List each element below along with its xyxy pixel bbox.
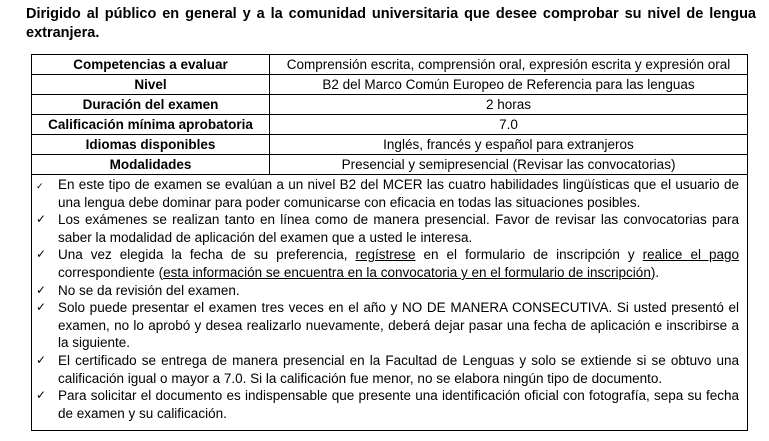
table-row <box>32 155 748 175</box>
note-text: correspondiente ( <box>58 264 164 280</box>
table-row <box>32 55 748 75</box>
row-label: Duración del examen <box>32 95 270 115</box>
row-label: Idiomas disponibles <box>32 135 270 155</box>
list-item <box>36 352 739 387</box>
exam-info-table <box>31 54 748 175</box>
info-link[interactable]: esta información se encuentra en la convocatoria y en el formulario de inscripción <box>163 264 651 280</box>
note-text: ). <box>650 264 660 280</box>
checkmark-icon: ✓ <box>36 181 44 191</box>
list-item <box>36 246 739 281</box>
list-item <box>36 299 739 352</box>
notes-box <box>31 173 748 431</box>
note-text: Los exámenes se realizan tanto en línea como de manera presencial. Favor de revisar las convocatorias para saber la modalidad de aplicación del examen que a usted le interesa. <box>58 212 739 245</box>
checkmark-icon: ✓ <box>36 212 47 227</box>
table-row <box>32 115 748 135</box>
note-text: en el formulario de inscripción y <box>415 247 643 263</box>
checkmark-icon: ✓ <box>36 247 47 262</box>
checkmark-icon: ✓ <box>36 282 47 297</box>
note-text: No se da revisión del examen. <box>58 282 240 298</box>
payment-link[interactable]: realice el pago <box>642 247 739 263</box>
note-text: Una vez elegida la fecha de su preferencia, <box>58 247 356 263</box>
list-item <box>36 387 739 422</box>
row-value: B2 del Marco Común Europeo de Referencia para las lenguas <box>270 75 748 95</box>
row-value: Presencial y semipresencial (Revisar las convocatorias) <box>270 155 748 175</box>
checkmark-icon: ✓ <box>36 300 47 315</box>
checkmark-icon: ✓ <box>36 388 47 403</box>
row-value: Inglés, francés y español para extranjeros <box>270 135 748 155</box>
intro-text: Dirigido al público en general y a la comunidad universitaria que desee comprobar su nivel de lengua extranjera. <box>26 6 756 41</box>
note-text: Para solicitar el documento es indispensable que presente una identificación oficial con fotografía, sepa su fecha de examen y su calificación. <box>58 388 739 421</box>
table-row <box>32 75 748 95</box>
row-label: Modalidades <box>32 155 270 175</box>
row-value: 7.0 <box>270 115 748 135</box>
row-value: 2 horas <box>270 95 748 115</box>
table-row <box>32 95 748 115</box>
note-text: En este tipo de examen se evalúan a un nivel B2 del MCER las cuatro habilidades lingüísticas que el usuario de una lengua debe dominar para poder comunicarse con eficacia en todas las situaciones posibles. <box>58 177 739 210</box>
row-label: Calificación mínima aprobatoria <box>32 115 270 135</box>
checkmark-icon: ✓ <box>36 352 47 367</box>
list-item <box>36 211 739 246</box>
notes-list <box>32 173 747 422</box>
list-item <box>36 176 739 211</box>
row-label: Nivel <box>32 75 270 95</box>
register-link[interactable]: regístrese <box>355 247 416 263</box>
row-value: Comprensión escrita, comprensión oral, expresión escrita y expresión oral <box>270 55 748 75</box>
row-label: Competencias a evaluar <box>32 55 270 75</box>
list-item <box>36 282 739 300</box>
table-row <box>32 135 748 155</box>
note-text: Solo puede presentar el examen tres veces en el año y NO DE MANERA CONSECUTIVA. Si usted presentó el examen, no lo aprobó y desea realizarlo nuevamente, deberá dejar pasar una fecha de aplicación e inscribirse a la siguiente. <box>58 300 739 351</box>
note-text: El certificado se entrega de manera presencial en la Facultad de Lenguas y solo se extiende si se obtuvo una calificación igual o mayor a 7.0. Si la calificación fue menor, no se elabora ningún tipo de documento. <box>58 352 739 386</box>
